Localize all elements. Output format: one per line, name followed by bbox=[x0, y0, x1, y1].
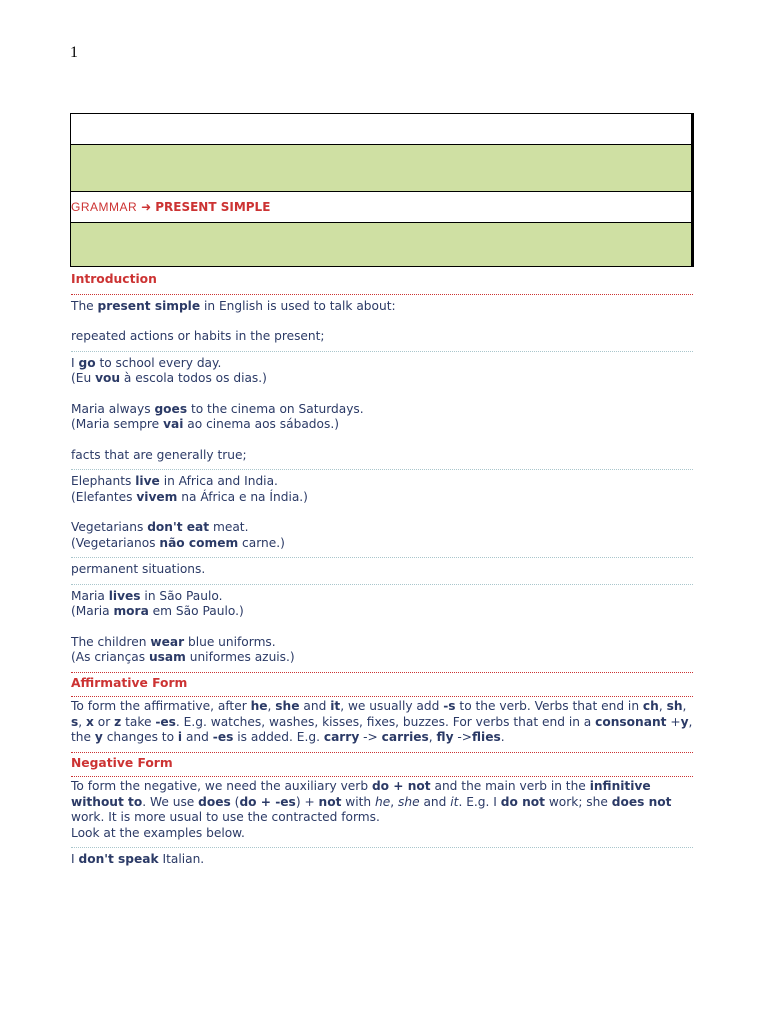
arrow-right-icon: ➜ bbox=[141, 200, 152, 214]
example-5: Maria lives in São Paulo. (Maria mora em São Paulo.) bbox=[71, 588, 244, 618]
use-repeated: repeated actions or habits in the present; bbox=[71, 329, 325, 343]
example-3: Elephants live in Africa and India. (Elefantes vivem na África e na Índia.) bbox=[71, 474, 308, 504]
section-heading-negative: Negative Form bbox=[71, 755, 173, 770]
breadcrumb-topic: PRESENT SIMPLE bbox=[155, 200, 271, 214]
affirmative-text: To form the affirmative, after he, she and it, we usually add -s to the verb. Verbs that end in ch, sh, s, x or z take -es. E.g. watches, washes, kisses, fixes, buzzes. For verbs that end in a consonant +y, the y changes to i and -es is added. E.g. carry -> carries, fly ->flies. bbox=[71, 699, 693, 744]
section-heading-introduction: Introduction bbox=[71, 272, 157, 286]
divider bbox=[71, 847, 693, 848]
negative-example-1: I don't speak Italian. bbox=[71, 852, 205, 866]
use-facts: facts that are generally true; bbox=[71, 447, 247, 462]
lesson-content bbox=[71, 272, 693, 868]
banner-green-band bbox=[71, 145, 691, 192]
banner-top-band bbox=[71, 114, 691, 145]
divider bbox=[71, 776, 693, 777]
divider bbox=[71, 752, 693, 753]
negative-text: To form the negative, we need the auxiliary verb do + not and the main verb in the infinitive without to. We use does (do + -es) + not with he, she and it. E.g. I do not work; she does not work. It is more usual to use the contracted forms. Look at the examples below. bbox=[71, 779, 672, 840]
divider bbox=[71, 672, 693, 673]
example-2: Maria always goes to the cinema on Saturdays. (Maria sempre vai ao cinema aos sábados.) bbox=[71, 401, 364, 431]
breadcrumb bbox=[71, 192, 691, 223]
divider bbox=[71, 469, 693, 470]
example-4: Vegetarians don't eat meat. (Vegetarianos não comem carne.) bbox=[71, 520, 285, 550]
divider bbox=[71, 294, 693, 295]
page-number: 1 bbox=[70, 44, 78, 61]
divider bbox=[71, 351, 693, 352]
divider bbox=[71, 696, 693, 697]
use-permanent: permanent situations. bbox=[71, 562, 206, 576]
divider bbox=[71, 557, 693, 558]
section-heading-affirmative: Affirmative Form bbox=[71, 675, 188, 690]
intro-text: The present simple in English is used to talk about: bbox=[71, 298, 396, 313]
example-1: I go to school every day. (Eu vou à escola todos os dias.) bbox=[71, 355, 267, 385]
divider bbox=[71, 584, 693, 585]
breadcrumb-section: GRAMMAR bbox=[71, 200, 138, 214]
header-banner bbox=[70, 113, 694, 267]
banner-green-band-bottom bbox=[71, 223, 691, 266]
example-6: The children wear blue uniforms. (As crianças usam uniformes azuis.) bbox=[71, 634, 295, 664]
